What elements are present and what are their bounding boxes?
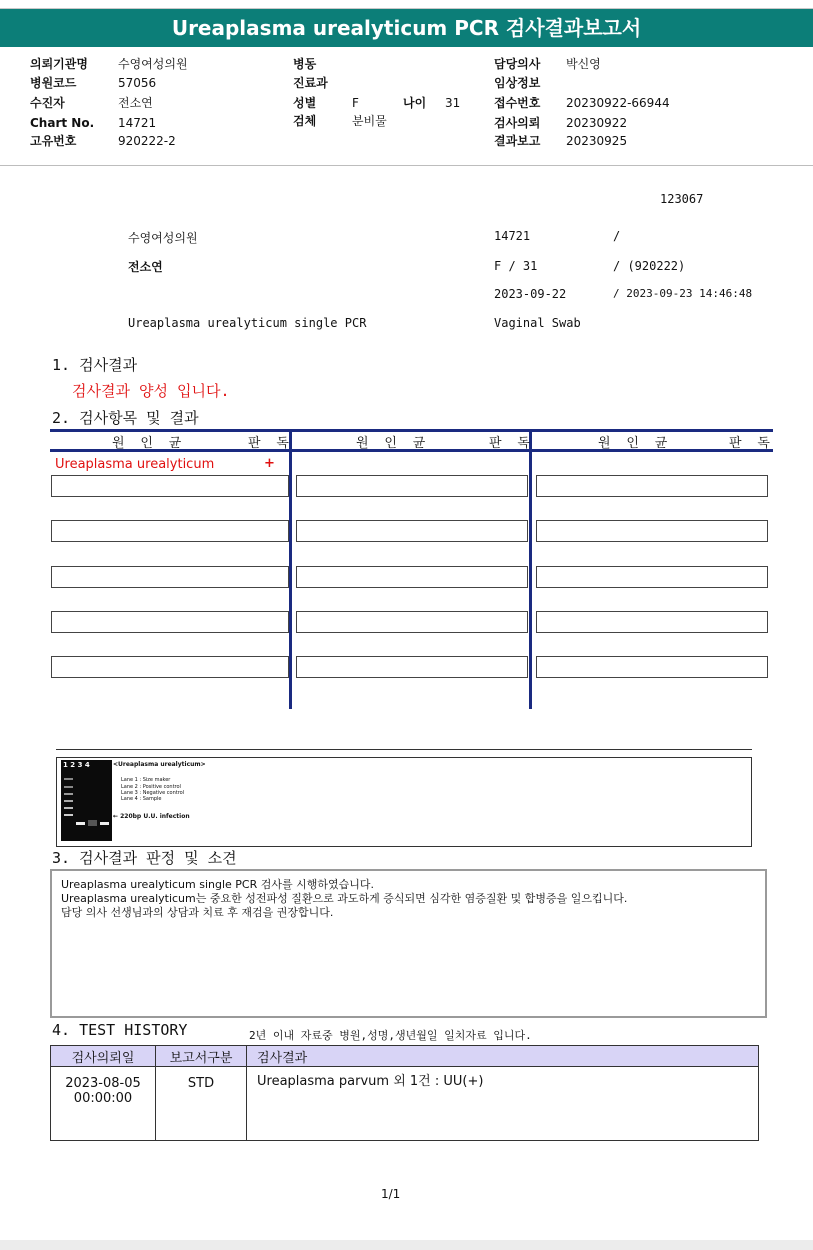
history-date: 2023-08-05	[65, 1076, 141, 1091]
history-col-result: 검사결과	[247, 1046, 759, 1067]
opinion-line-3: 담당 의사 선생님과의 상담과 치료 후 재검을 권장합니다.	[61, 906, 334, 919]
col-judgement-header-1: 판 독	[248, 436, 293, 451]
department-label: 진료과	[293, 76, 328, 90]
gel-legend-lane3: Lane 3 : Negative control	[121, 790, 185, 796]
col-pathogen-header-2: 원 인 균	[356, 436, 430, 451]
request-date-label: 검사의뢰	[494, 116, 541, 130]
result-cell	[51, 656, 289, 678]
col-pathogen-header-1: 원 인 균	[112, 436, 186, 451]
sex-value: F	[352, 96, 359, 110]
table-row	[51, 1067, 759, 1141]
gel-title: <Ureaplasma urealyticum>	[113, 761, 206, 768]
patient-value: 전소연	[118, 96, 153, 110]
ward-label: 병동	[293, 57, 317, 71]
result-cell	[51, 520, 289, 542]
institution-value: 수영여성의원	[118, 57, 188, 71]
report-title: Ureaplasma urealyticum PCR 검사결과보고서	[0, 9, 813, 47]
patient-label: 수진자	[30, 96, 65, 110]
section4-heading: 4. TEST HISTORY	[52, 1021, 188, 1039]
age-value: 31	[445, 96, 461, 110]
header-divider	[0, 165, 813, 166]
hospital-code-value: 57056	[118, 76, 157, 90]
info-institution: 수영여성의원	[128, 231, 198, 245]
grid-divider-1	[289, 429, 292, 709]
clinical-info-label: 임상정보	[494, 76, 541, 90]
report-code: 123067	[660, 192, 704, 206]
unique-no-label: 고유번호	[30, 134, 77, 148]
gel-bands-graphic	[61, 760, 112, 841]
opinion-line-1: Ureaplasma urealyticum single PCR 검사를 시행하였습니다.	[61, 878, 374, 891]
col-judgement-header-3: 판 독	[729, 436, 774, 451]
info-birth: / (920222)	[613, 259, 686, 273]
pathogen-result: +	[264, 456, 275, 471]
opinion-line-2: Ureaplasma urealyticum는 중요한 성전파성 질환으로 과도하게 증식되면 심각한 염증질환 및 합병증을 일으킵니다.	[61, 892, 628, 905]
pathogen-name: Ureaplasma urealyticum	[55, 457, 215, 472]
gel-legend-lane4: Lane 4 : Sample	[121, 796, 162, 802]
info-test-name: Ureaplasma urealyticum single PCR	[128, 316, 367, 330]
report-date-label: 결과보고	[494, 134, 541, 148]
history-date-cell	[51, 1067, 156, 1141]
specimen-value: 분비물	[352, 114, 387, 128]
history-table	[50, 1045, 759, 1141]
history-result: Ureaplasma parvum 외 1건 : UU(+)	[247, 1067, 759, 1141]
result-cell	[536, 656, 768, 678]
footer-strip	[0, 1240, 813, 1250]
gel-band-label: ← 220bp U.U. infection	[113, 813, 190, 820]
doctor-value: 박신영	[566, 57, 601, 71]
result-positive-text: 검사결과 양성 입니다.	[72, 382, 230, 400]
gel-legend-lane1: Lane 1 : Size maker	[121, 777, 171, 783]
report-date-value: 20230925	[566, 134, 628, 148]
receipt-no-value: 20230922-66944	[566, 96, 670, 110]
history-type: STD	[156, 1067, 247, 1141]
result-cell	[296, 520, 528, 542]
history-table-wrap	[50, 1045, 759, 1141]
gel-image	[61, 760, 112, 841]
opinion-box	[50, 869, 767, 1018]
info-slash: /	[613, 229, 621, 243]
top-border	[0, 0, 813, 9]
specimen-label: 검체	[293, 114, 317, 128]
result-cell	[51, 566, 289, 588]
result-cell	[51, 475, 289, 497]
result-cell	[296, 475, 528, 497]
gel-top-rule	[56, 749, 752, 750]
history-note: 2년 이내 자료중 병원,성명,생년월일 일치자료 입니다.	[249, 1029, 532, 1042]
request-date-value: 20230922	[566, 116, 628, 130]
col-judgement-header-2: 판 독	[489, 436, 534, 451]
chart-no-label: Chart No.	[30, 116, 95, 130]
receipt-no-label: 접수번호	[494, 96, 541, 110]
hospital-code-label: 병원코드	[30, 76, 77, 90]
page-number: 1/1	[381, 1187, 401, 1201]
info-chart-no: 14721	[494, 229, 531, 243]
history-col-date: 검사의뢰일	[51, 1046, 156, 1067]
grid-divider-2	[529, 429, 532, 709]
gel-image-frame	[56, 757, 752, 847]
info-date-received: 2023-09-22	[494, 287, 567, 301]
gel-legend-lane2: Lane 2 : Positive control	[121, 784, 181, 790]
unique-no-value: 920222-2	[118, 134, 176, 148]
info-specimen: Vaginal Swab	[494, 316, 581, 330]
doctor-label: 담당의사	[494, 57, 541, 71]
section1-heading: 1. 검사결과	[52, 356, 138, 374]
result-cell	[296, 656, 528, 678]
section3-heading: 3. 검사결과 판정 및 소견	[52, 849, 237, 867]
result-cell	[296, 611, 528, 633]
info-patient-name: 전소연	[128, 260, 163, 274]
history-col-type: 보고서구분	[156, 1046, 247, 1067]
info-sex-age: F / 31	[494, 259, 538, 273]
institution-label: 의뢰기관명	[30, 57, 88, 71]
result-cell	[536, 611, 768, 633]
gel-lane-numbers: 1 2 3 4	[63, 761, 90, 769]
result-cell	[536, 520, 768, 542]
result-cell	[51, 611, 289, 633]
result-cell	[296, 566, 528, 588]
result-cell	[536, 566, 768, 588]
history-time: 00:00:00	[73, 1091, 133, 1106]
history-header-row	[51, 1046, 759, 1067]
chart-no-value: 14721	[118, 116, 157, 130]
info-date-reported: / 2023-09-23 14:46:48	[613, 287, 753, 300]
result-cell	[536, 475, 768, 497]
age-label: 나이	[403, 96, 427, 110]
col-pathogen-header-3: 원 인 균	[598, 436, 672, 451]
sex-label: 성별	[293, 96, 317, 110]
section2-heading: 2. 검사항목 및 결과	[52, 409, 199, 427]
